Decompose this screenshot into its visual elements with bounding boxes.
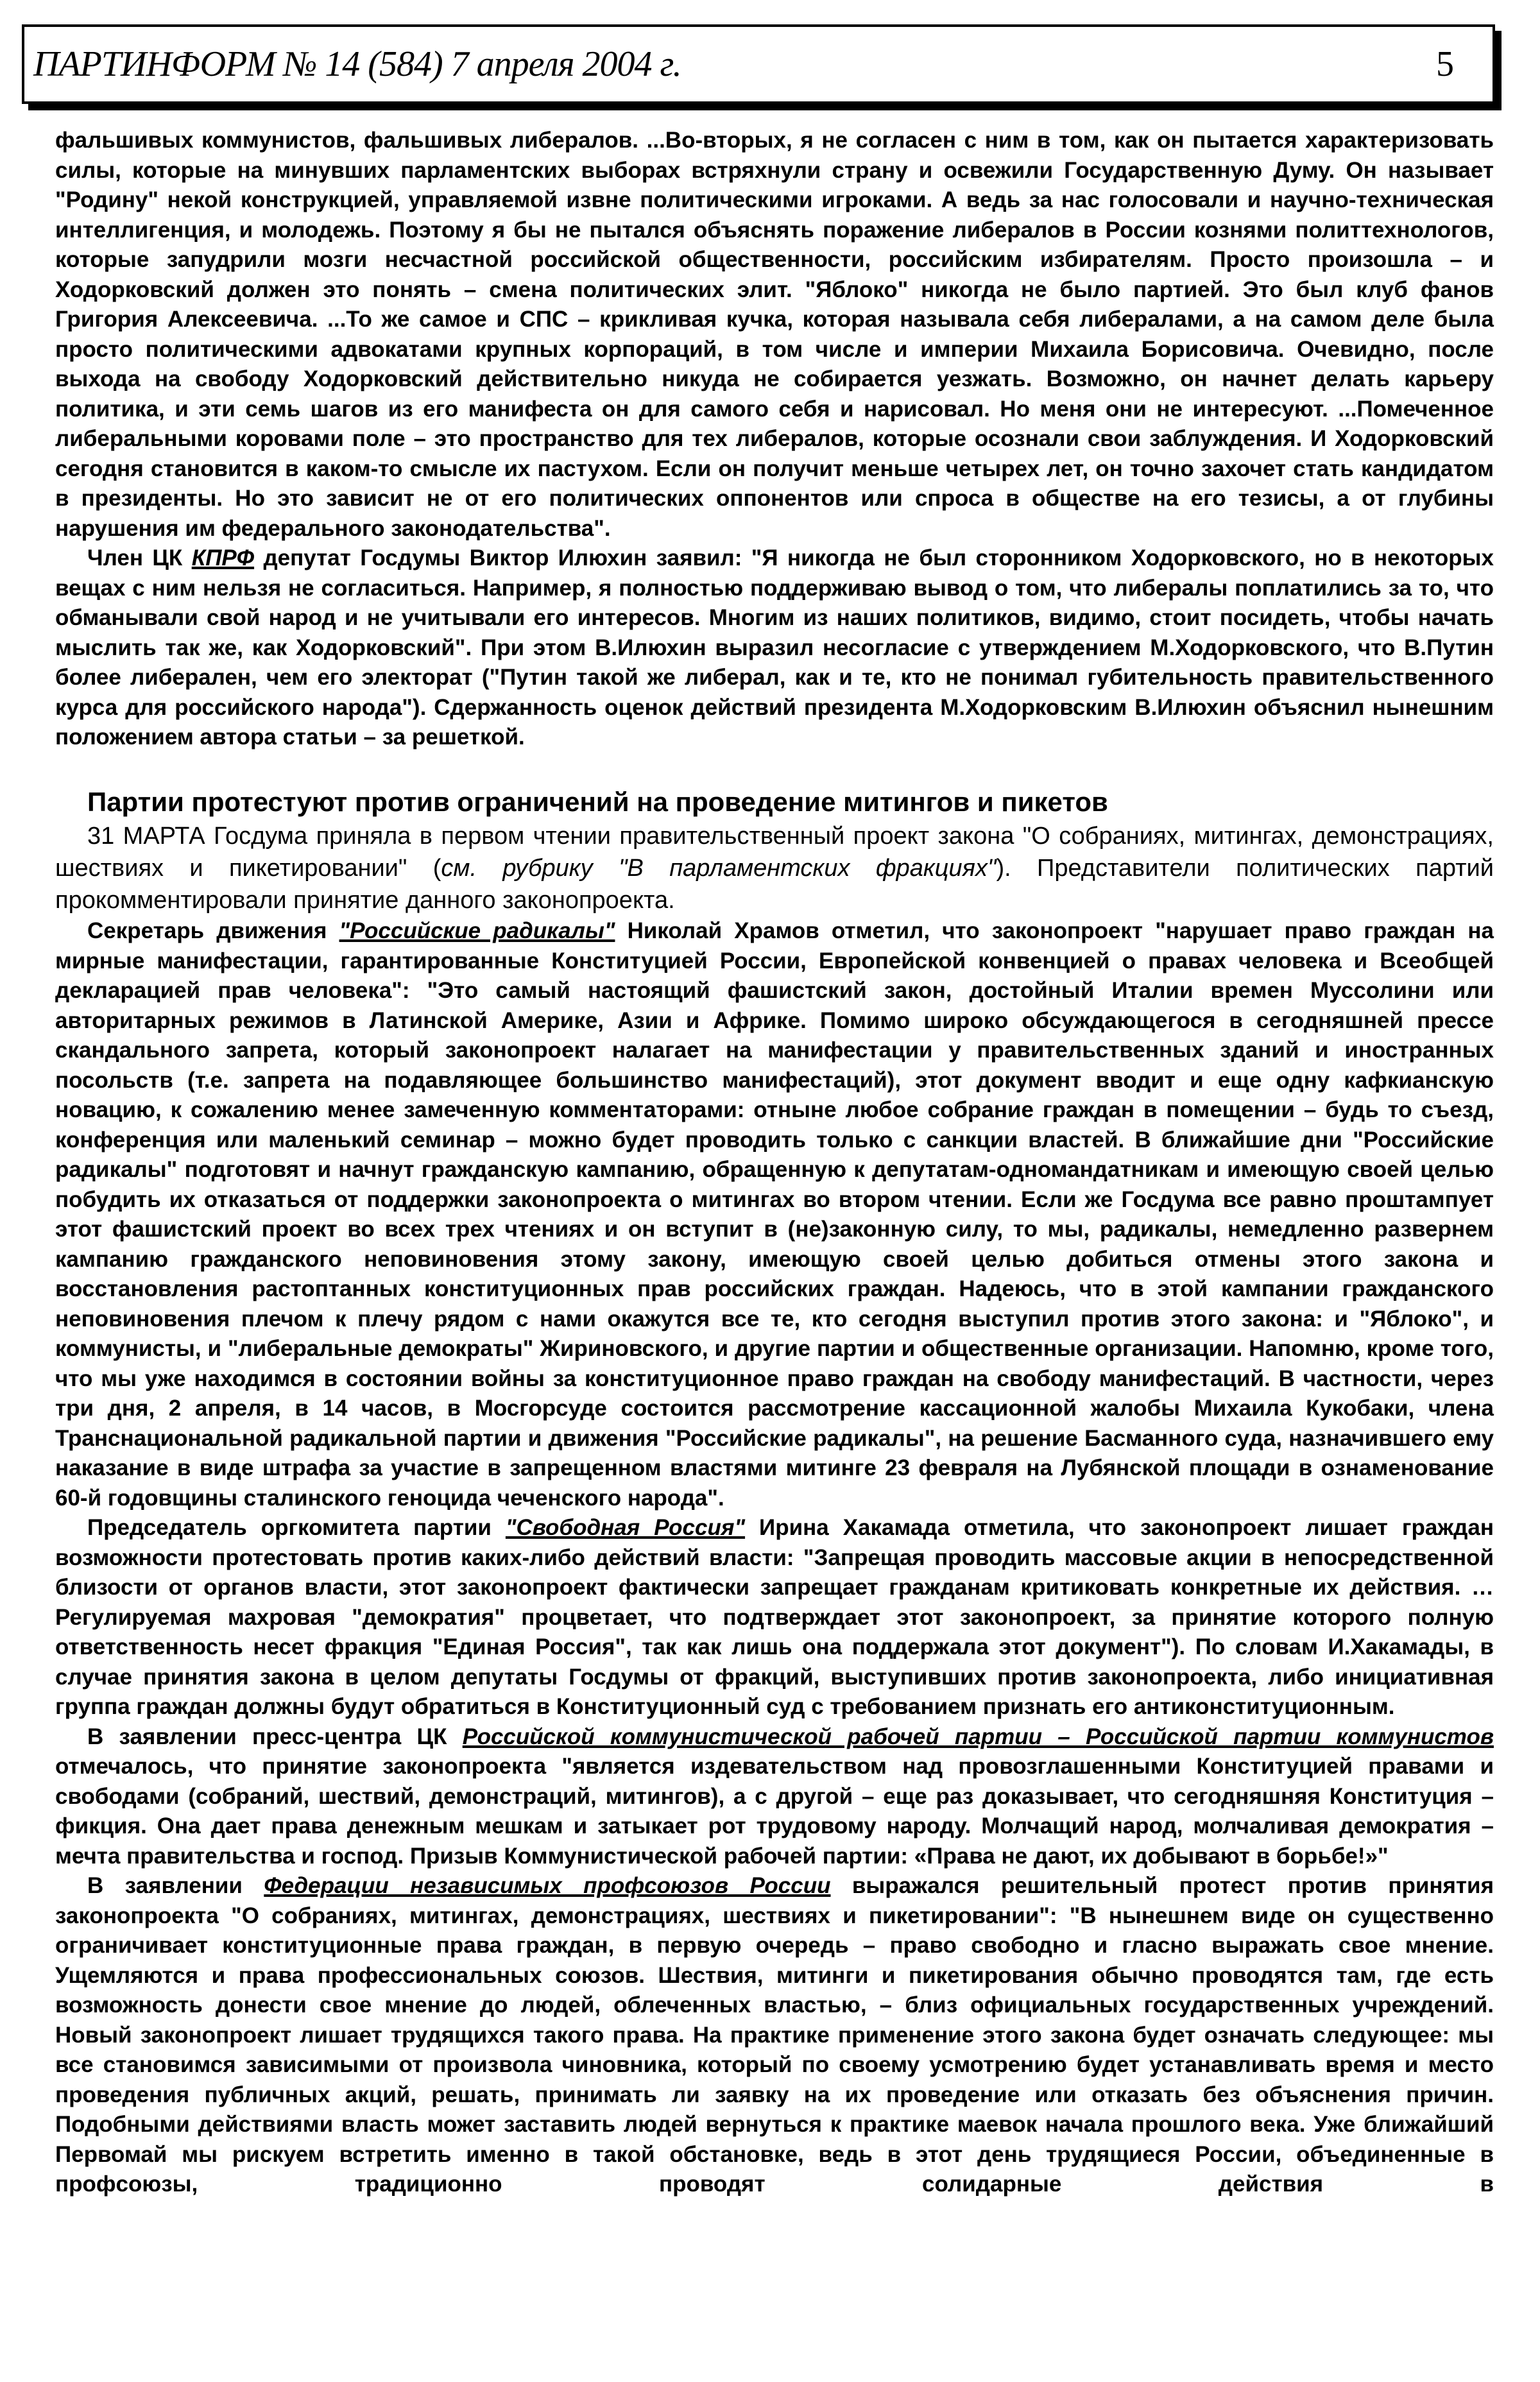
text: депутат Госдумы Виктор Илюхин заявил: "Я никогда не был сторонником Ходорковского, но в некоторых вещах с ним нельзя не согласиться. Например, я полностью поддерживаю вывод о том, что либералы поплатились за то, что обманывали свой народ и не учитывали его интересов. Многим из наших политиков, видимо, стоит посидеть, чтобы начать мыслить так же, как Ходорковский". При этом В.Илюхин выразил несогласие с утверждением М.Ходорковского, что В.Путин более либерален, чем его электорат ("Путин такой же либерал, как и те, кто не понимал губительность правительственного курса для российского народа"). Сдержанность оценок действий президента М.Ходорковским В.Илюхин объяснил нынешним положением автора статьи – за решеткой.: [55, 545, 1494, 750]
publication-title: ПАРТИНФОРМ № 14 (584) 7 апреля 2004 г.: [33, 44, 681, 84]
link-rkrp-rpk[interactable]: Российской коммунистической рабочей партии – Российской партии коммунистов: [462, 1724, 1494, 1749]
link-kprf[interactable]: КПРФ: [191, 545, 255, 570]
text: выражался решительный протест против принятия законопроекта "О собраниях, митингах, демонстрациях, шествиях и пикетировании": "В нынешнем виде он существенно ограничивает конституционные права граждан, в первую очередь – право свободно и гласно выражать свое мнение. Ущемляются и права профессиональных союзов. Шествия, митинги и пикетирования обычно проводятся там, где есть возможность донести свое мнение до людей, облеченных властью, – близ официальных государственных учреждений. Новый законопроект лишает трудящихся такого права. На практике применение этого закона будет означать следующее: мы все становимся зависимыми от произвола чиновника, который по своему усмотрению будет устанавливать время и место проведения публичных акций, решать, принимать ли заявку на их проведение или отказать без объяснения причин. Подобными действиями власть может заставить людей вернуться к практике маевок начала прошлого века. Уже ближайший Первомай мы рискуем встретить именно в такой обстановке, ведь в этот день трудящиеся России, объединенные в профсоюзы, традиционно проводят солидарные действия в: [55, 1873, 1494, 2197]
paragraph: [55, 544, 1494, 753]
text: Председатель оргкомитета партии: [87, 1515, 506, 1540]
text: 31 МАРТА Госдума приняла в первом чтении правительственный проект закона "О собраниях, митингах, демонстрациях, шествиях и пикетировании" (: [55, 823, 1494, 882]
text: Член ЦК: [87, 545, 192, 570]
text: отмечалось, что принятие законопроекта "является издевательством над провозглашенными Конституцией правами и свободами (собраний, шествий, демонстраций, митингов), а с другой – еще раз доказывает, что сегодняшняя Конституция – фикция. Она дает права денежным мешкам и затыкает рот трудовому народу. Молчащий народ, молчаливая демократия – мечта правительства и господ. Призыв Коммунистической рабочей партии: «Права не дают, их добывают в борьбе!»": [55, 1754, 1494, 1869]
text: Ирина Хакамада отметила, что законопроект лишает граждан возможности протестовать против каких-либо действий власти: "Запрещая проводить массовые акции в непосредственной близости от органов власти, этот законопроект фактически запрещает гражданам критиковать конкретные их действия. …Регулируемая махровая "демократия" процветает, что подтверждает этот законопроект, за принятие которого полную ответственность несет фракция "Единая Россия", так как лишь она поддержала этот документ"). По словам И.Хакамады, в случае принятия закона в целом депутаты Госдумы от фракций, выступивших против законопроекта, либо инициативная группа граждан должны будут обратиться в Конституционный суд с требованием признать его антиконституционным.: [55, 1515, 1494, 1719]
text: В заявлении: [87, 1873, 264, 1898]
paragraph: [55, 1513, 1494, 1722]
paragraph: [55, 916, 1494, 1513]
article-continuation: [55, 126, 1494, 753]
text: ). Представители политических партий прокомментировали принятие данного законопроекта.: [55, 855, 1494, 914]
article-heading: Партии протестуют против ограничений на проведение митингов и пикетов: [87, 787, 1108, 817]
text: В заявлении пресс-центра ЦК: [87, 1724, 463, 1749]
link-fnpr[interactable]: Федерации независимых профсоюзов России: [264, 1873, 831, 1898]
page-header: [22, 24, 1495, 104]
text: Секретарь движения: [87, 918, 339, 943]
paragraph: [55, 1871, 1494, 2200]
text: Николай Храмов отметил, что законопроект "нарушает право граждан на мирные манифестации, гарантированные Конституцией России, Европейской конвенцией о правах человека и Всеобщей декларацией прав человека": "Это самый настоящий фашистский закон, достойный Италии времен Муссолини или авторитарных режимов в Латинской Америке, Азии и Африке. Помимо широко обсуждающегося в сегодняшней прессе скандального запрета, который законопроект налагает на манифестации у правительственных зданий и иностранных посольств (т.е. запрета на подавляющее большинство манифестаций), этот документ вводит и еще одну кафкианскую новацию, к сожалению менее замеченную комментаторами: отныне любое собрание граждан в помещении – будь то съезд, конференция или маленький семинар – можно будет проводить только с санкции властей. В ближайшие дни "Российские радикалы" подготовят и начнут гражданскую кампанию, обращенную к депутатам-одномандатникам и имеющую своей целью побудить их отказаться от поддержки законопроекта о митингах во втором чтении. Если же Госдума все равно проштампует этот фашистский проект во всех трех чтениях и он вступит в (не)законную силу, то мы, радикалы, немедленно развернем кампанию гражданского неповиновения этому закону, имеющую своей целью добиться отмены этого закона и восстановления растоптанных конституционных прав российских граждан. Надеюсь, что в этой кампании гражданского неповиновения плечом к плечу рядом с нами окажутся все те, кто сегодня выступил против этого закона: и "Яблоко", и коммунисты, и "либеральные демократы" Жириновского, и другие партии и общественные организации. Напомню, кроме того, что мы уже находимся в состоянии войны за конституционное право граждан на свободу манифестаций. В частности, через три дня, 2 апреля, в 14 часов, в Мосгорсуде состоится рассмотрение кассационной жалобы Михаила Кукобаки, члена Транснациональной радикальной партии и движения "Российские радикалы", на решение Басманного суда, назначившего ему наказание в виде штрафа за участие в запрещенном властями митинге 23 февраля на Лубянской площади в ознаменование 60-й годовщины сталинского геноцида чеченского народа".: [55, 918, 1494, 1511]
link-free-russia[interactable]: "Свободная Россия": [505, 1515, 746, 1540]
article: [55, 784, 1494, 2200]
paragraph: фальшивых коммунистов, фальшивых либералов. ...Во-вторых, я не согласен с ним в том, как он пытается характеризовать силы, которые на минувших парламентских выборах встряхнули страну и освежили Государственную Думу. Он называет "Родину" некой конструкцией, управляемой извне политическими игроками. А ведь за нас голосовали и научно-техническая интеллигенция, и молодежь. Поэтому я бы не пытался объяснять поражение либералов в России кознями политтехнологов, которые запудрили мозги несчастной российской общественности, российским избирателям. Просто произошла – и Ходорковский должен это понять – смена политических элит. "Яблоко" никогда не было партией. Это был клуб фанов Григория Алексеевича. ...То же самое и СПС – крикливая кучка, которая называла себя либералами, а на самом деле была просто политическими адвокатами крупных корпораций, в том числе и империи Михаила Борисовича. Очевидно, после выхода на свободу Ходорковский действительно никуда не собирается уезжать. Возможно, он начнет делать карьеру политика, и эти семь шагов из его манифеста он для самого себя и нарисовал. Но меня они не интересуют. ...Помеченное либеральными коровами поле – это пространство для тех либералов, которые осознали свои заблуждения. И Ходорковский сегодня становится в каком-то смысле их пастухом. Если он получит меньше четырех лет, он точно захочет стать кандидатом в президенты. Но это зависит не от его политических оппонентов или спроса в обществе на его тезисы, а от глубины нарушения им федерального законодательства".: [55, 128, 1494, 541]
paragraph: [55, 1722, 1494, 1872]
lead-paragraph: [55, 820, 1494, 916]
link-russian-radicals[interactable]: "Российские радикалы": [339, 918, 615, 943]
rubric-reference: см. рубрику "В парламентских фракциях": [441, 855, 997, 882]
page-number: 5: [1436, 44, 1454, 84]
